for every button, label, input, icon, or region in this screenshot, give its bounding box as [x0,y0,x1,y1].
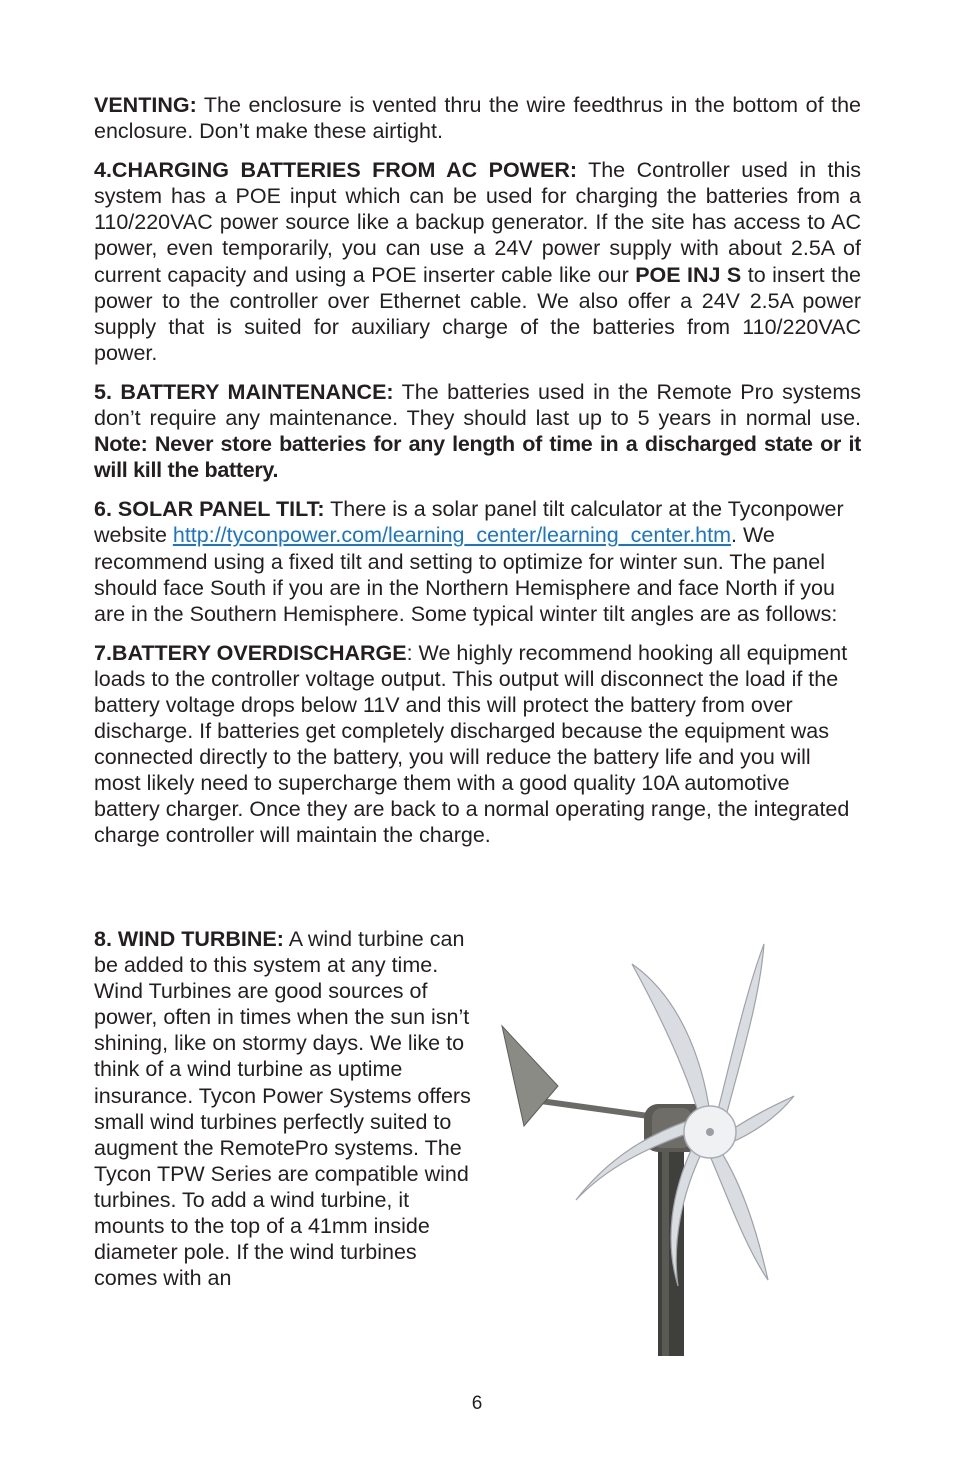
charging-paragraph [94,157,861,366]
turbine-tail-fin [502,1026,558,1126]
wind-turbine-image [496,936,796,1356]
maintenance-paragraph [94,379,861,483]
page-number: 6 [471,1393,483,1414]
tilt-body-2: . We recommend using a fixed tilt and setting to optimize for winter sun. The panel should face South if you are in the Northern Hemisphere and face North if you are in the Southern Hemisphere. Some typical winter tilt angles are as follows: [94,523,838,626]
tilt-paragraph [94,496,861,626]
charging-product: POE INJ S [635,262,742,287]
charging-body-1: The Controller used in this system has a POE input which can be used for charging the batteries from a 110/220VAC power source like a backup generator. If the site has access to AC power, even temporarily, you can use a 24V power supply with about 2.5A of current capacity and using a POE inserter cable like our [94,158,861,287]
wind-heading: 8. WIND TURBINE: [94,927,284,951]
maintenance-note: Note: Never store batteries for any length of time in a discharged state or it will kill the battery. [94,432,861,483]
charging-heading: 4.CHARGING BATTERIES FROM AC POWER: [94,158,578,183]
venting-heading: VENTING: [94,93,197,117]
page-body [94,92,861,862]
tilt-calculator-link[interactable]: http://tyconpower.com/learning_center/learning_center.htm [172,523,732,548]
maintenance-heading: 5. BATTERY MAINTENANCE: [94,379,394,404]
wind-turbine-paragraph [94,926,479,1291]
venting-body: The enclosure is vented thru the wire feedthrus in the bottom of the enclosure. Don’t make these airtight. [94,93,861,144]
overdischarge-body: : We highly recommend hooking all equipment loads to the controller voltage output. This output will disconnect the load if the battery voltage drops below 11V and this will protect the battery from over discharge. If batteries get completely discharged because the equipment was connected directly to the battery, you will reduce the battery life and you will most likely need to supercharge them with a good quality 10A automotive battery charger. Once they are back to a normal operating range, the integrated charge controller will maintain the charge. [94,640,850,848]
charging-body-2: to insert the power to the controller over Ethernet cable. We also offer a 24V 2.5A power supply that is suited for auxiliary charge of the batteries from 110/220VAC power. [94,262,861,365]
wind-body: A wind turbine can be added to this system at any time. Wind Turbines are good sources of power, often in times when the sun isn’t shining, like on stormy days. We like to think of a wind turbine as uptime insurance. Tycon Power Systems offers small wind turbines perfectly suited to augment the RemotePro systems. The Tycon TPW Series are compatible wind turbines. To add a wind turbine, it mounts to the top of a 41mm inside diameter pole. If the wind turbines comes with an [94,927,471,1291]
overdischarge-paragraph [94,640,861,849]
tilt-heading: 6. SOLAR PANEL TILT: [94,497,325,522]
maintenance-body: The batteries used in the Remote Pro systems don’t require any maintenance. They should last up to 5 years in normal use. [94,379,862,431]
venting-paragraph [94,92,861,144]
tilt-body-1: There is a solar panel tilt calculator at the Tyconpower website [94,497,844,548]
overdischarge-heading: 7.BATTERY OVERDISCHARGE [94,640,407,665]
